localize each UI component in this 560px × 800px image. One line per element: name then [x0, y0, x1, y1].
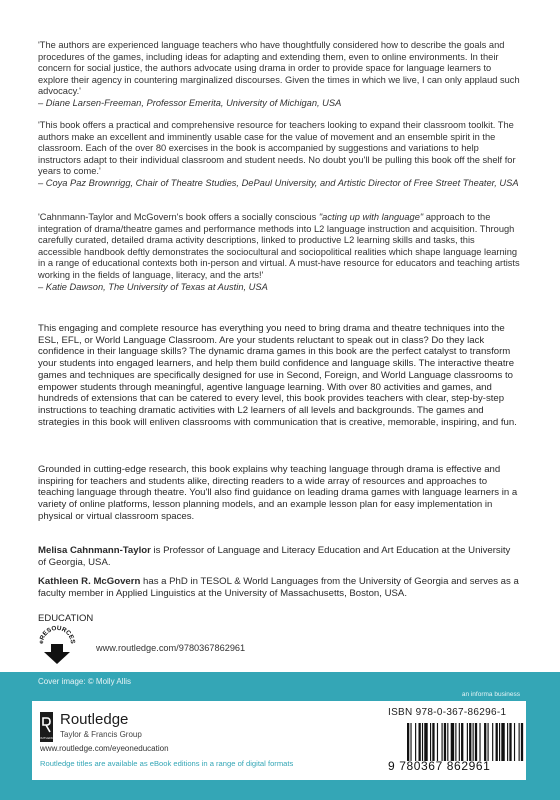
quote-attribution: – Diane Larsen-Freeman, Professor Emerita, University of Michigan, USA	[38, 97, 342, 108]
author-name: Melisa Cahnmann-Taylor	[38, 545, 151, 556]
review-quote-2	[38, 120, 520, 190]
barcode-number: 9 780367 862961	[388, 759, 491, 773]
isbn-label: ISBN 978-0-367-86296-1	[388, 707, 507, 718]
quote-text: 'This book offers a practical and comprehensive resource for teachers looking to expand their classroom toolkit. The authors make an excellent and imminently usable case for the value of movement and an ensemble spirit in the classroom. Each of the over 80 exercises in the book is accompanied by suggestions and variations to help instructors adapt to their individual classroom and student needs. No doubt you'll be pulling this book off the shelf for years to come.'	[38, 120, 516, 177]
author-bio-1	[38, 545, 520, 568]
author-bio-text: has a PhD in TESOL & World Languages from the University of Georgia and serves as a faculty member in Applied Linguistics at the University of Massachusetts, Boston, USA.	[38, 576, 519, 599]
author-bio-2	[38, 576, 520, 599]
eresources-icon	[38, 624, 76, 666]
svg-text:eRESOURCES	[38, 625, 76, 644]
quote-text-italic: "acting up with language"	[318, 212, 424, 222]
eresources-label: eRESOURCES	[38, 624, 76, 645]
author-name: Kathleen R. McGovern	[38, 576, 141, 587]
subject-category: EDUCATION	[38, 613, 94, 624]
author-bio-text: is Professor of Language and Literacy Education and Art Education at the University of Georgia, USA.	[38, 545, 511, 568]
quote-text: 'The authors are experienced language teachers who have thoughtfully considered how to describe the goals and procedures of the games, including ideas for adapting and extending them, even to online environments. In their concern for social justice, the authors advocate using drama in order to provide space for language learners to explore their agency in countering marginalized discourses. Given the times in which we live, I can only applaud such advocacy.'	[38, 40, 520, 97]
book-description-2: Grounded in cutting-edge research, this book explains why teaching language through drama is effective and inspiring for teachers and students alike, directing readers to a wide array of resources and approaches to teaching language through theatre. You'll also find guidance on leading drama games with language learners in a variety of online platforms, lesson planning models, and an example lesson plan for easy implementation in physical or virtual classroom spaces.	[38, 464, 518, 522]
informa-tagline: an informa business	[461, 691, 520, 698]
barcode-icon	[407, 723, 523, 761]
quote-text-start: 'Cahnmann-Taylor and McGovern's book offers a socially conscious	[38, 212, 319, 222]
review-quote-3	[38, 212, 520, 293]
quote-attribution: – Katie Dawson, The University of Texas at Austin, USA	[38, 281, 268, 292]
cover-image-credit: Cover image: © Molly Allis	[38, 677, 132, 686]
routledge-logo-text: ROUTLEDGE	[37, 736, 56, 740]
review-quote-1	[38, 40, 520, 110]
publisher-website[interactable]: www.routledge.com/eyeoneducation	[40, 744, 169, 753]
publisher-panel	[32, 701, 526, 780]
quote-text-end: approach to the integration of drama/theatre games and performance methods into L2 language instruction and acquisition. Through carefully curated, detailed drama activity descriptions, linked to productive L2 learning skills and tasks, this accessible handbook deftly demonstrates the sociocultural and sociopolitical realities which shape language learning in a range of educational contexts both in-person and virtual. A must-have resource for educators and teaching artists working in the fields of language, literacy, and the arts!'	[38, 212, 520, 280]
quote-attribution: – Coya Paz Brownrigg, Chair of Theatre Studies, DePaul University, and Artistic Director of Free Street Theater, USA	[38, 177, 519, 188]
eresources-link[interactable]: www.routledge.com/9780367862961	[96, 643, 246, 653]
publisher-group: Taylor & Francis Group	[60, 730, 142, 739]
ebook-note: Routledge titles are available as eBook editions in a range of digital formats	[40, 759, 294, 768]
book-description-1: This engaging and complete resource has everything you need to bring drama and theatre techniques into the ESL, EFL, or World Language Classroom. Are your students reluctant to speak out in class? Do they lack confidence in their language skills? The dynamic drama games in this book are the perfect catalyst to transform your students into engaged learners, and help them build confidence and language skills. The interactive theatre games and techniques are specifically designed for use in Second, Foreign, and World Language classrooms to empower students through meaningful, agentive language learning. With over 80 activities and games, and hundreds of extensions that can be catered to every level, this book provides teachers with clear, step-by-step instructions to teaching dramatic activities with L2 learners of all levels and backgrounds. The games and strategies in this book will enliven classrooms with communication that is creative, memorable, inspiring, and fun.	[38, 323, 517, 428]
routledge-logo-icon	[37, 712, 56, 742]
publisher-name: Routledge	[60, 711, 129, 728]
